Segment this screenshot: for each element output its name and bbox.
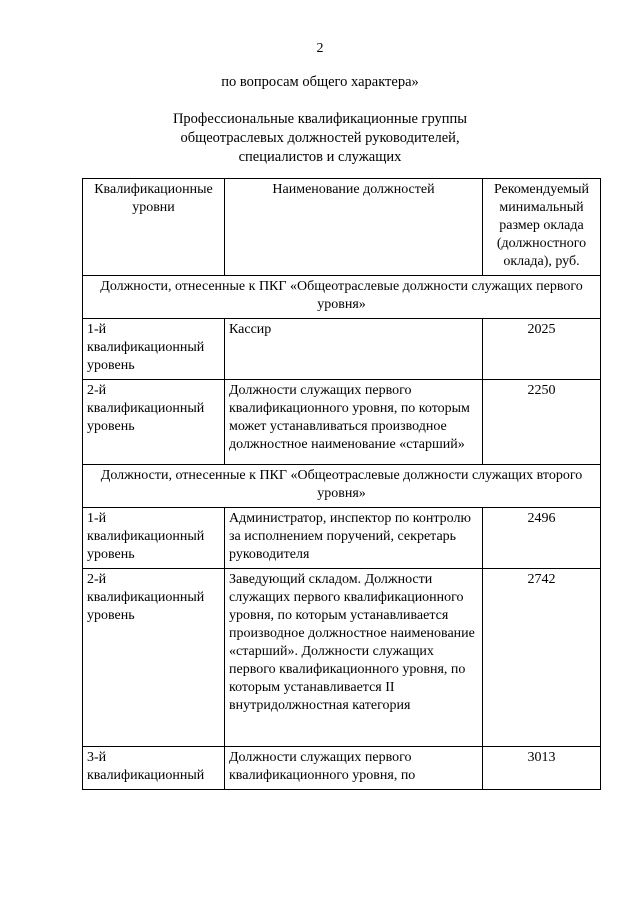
table-row bbox=[83, 569, 601, 747]
salary-cell: 2496 bbox=[483, 508, 601, 569]
positions-cell: Кассир bbox=[225, 319, 483, 380]
page-number: 2 bbox=[316, 41, 324, 56]
header-levels: Квалификационные уровни bbox=[83, 179, 225, 276]
table-row bbox=[83, 747, 601, 790]
level-cell: 1-й квалификационный уровень bbox=[83, 319, 225, 380]
positions-cell: Должности служащих первого квалификационного уровня, по которым может устанавливаться производное должностное наименование «старший» bbox=[225, 380, 483, 465]
salary-cell: 2250 bbox=[483, 380, 601, 465]
header-salary: Рекомендуемый минимальный размер оклада (должностного оклада), руб. bbox=[483, 179, 601, 276]
salary-cell: 3013 bbox=[483, 747, 601, 790]
table-header-row bbox=[83, 179, 601, 276]
positions-cell: Администратор, инспектор по контролю за исполнением поручений, секретарь руководителя bbox=[225, 508, 483, 569]
level-cell: 2-й квалификационный уровень bbox=[83, 380, 225, 465]
header-positions: Наименование должностей bbox=[225, 179, 483, 276]
positions-cell: Должности служащих первого квалификационного уровня, по bbox=[225, 747, 483, 790]
document-heading: Профессиональные квалификационные группы общеотраслевых должностей руководителей, специалистов и служащих bbox=[172, 111, 468, 165]
salary-table bbox=[82, 178, 601, 790]
group-row bbox=[83, 465, 601, 508]
group-title: Должности, отнесенные к ПКГ «Общеотраслевые должности служащих первого уровня» bbox=[83, 276, 601, 319]
level-cell: 3-й квалификационный bbox=[83, 747, 225, 790]
positions-cell: Заведующий складом. Должности служащих первого квалификационного уровня, по которым устанавливается производное должностное наименование «старший». Должности служащих первого квалификационного уровня, по которым устанавливается II внутридолжностная категория bbox=[225, 569, 483, 747]
salary-cell: 2742 bbox=[483, 569, 601, 747]
level-cell: 2-й квалификационный уровень bbox=[83, 569, 225, 747]
heading-line: по вопросам общего характера» bbox=[221, 74, 419, 90]
salary-cell: 2025 bbox=[483, 319, 601, 380]
group-row bbox=[83, 276, 601, 319]
group-title: Должности, отнесенные к ПКГ «Общеотраслевые должности служащих второго уровня» bbox=[83, 465, 601, 508]
table-row bbox=[83, 508, 601, 569]
table-row bbox=[83, 319, 601, 380]
table-row bbox=[83, 380, 601, 465]
level-cell: 1-й квалификационный уровень bbox=[83, 508, 225, 569]
